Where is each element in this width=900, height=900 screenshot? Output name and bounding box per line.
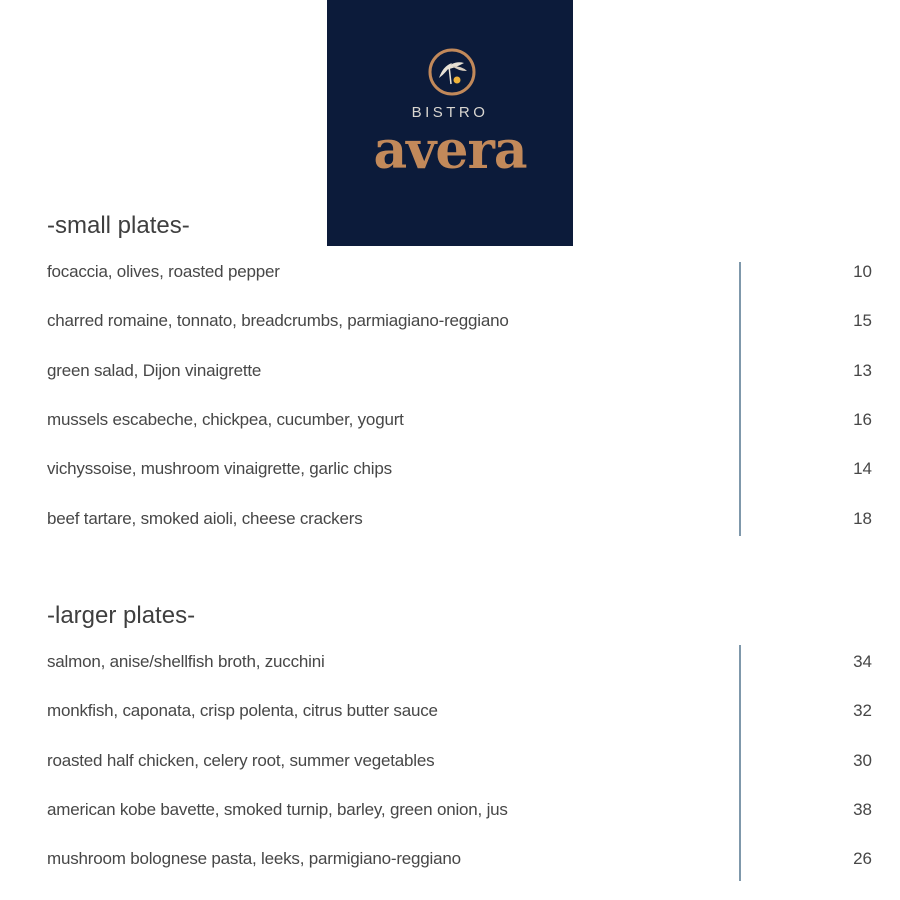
menu-item-price: 15: [853, 311, 872, 331]
menu-item-name: mushroom bolognese pasta, leeks, parmigiano-reggiano: [47, 849, 461, 869]
menu-item: [47, 750, 872, 774]
menu-item-name: charred romaine, tonnato, breadcrumbs, parmiagiano-reggiano: [47, 311, 509, 331]
menu-item: [47, 261, 872, 285]
menu-item-name: vichyssoise, mushroom vinaigrette, garlic chips: [47, 459, 392, 479]
menu-item-name: salmon, anise/shellfish broth, zucchini: [47, 652, 325, 671]
menu-item: [47, 310, 872, 334]
menu-item-price: 32: [853, 701, 872, 721]
menu-item-price: 16: [853, 409, 872, 429]
menu-item-price: 18: [853, 508, 872, 528]
menu-item-name: mussels escabeche, chickpea, cucumber, yogurt: [47, 409, 404, 429]
menu-item: [47, 360, 872, 384]
menu-item: [47, 651, 872, 675]
menu-item-name: american kobe bavette, smoked turnip, barley, green onion, jus: [47, 799, 508, 819]
bistro-avera-logo: [327, 0, 573, 246]
menu-item-price: 38: [853, 799, 872, 819]
menu-item-name: monkfish, caponata, crisp polenta, citrus butter sauce: [47, 701, 438, 721]
menu-item: [47, 409, 872, 433]
divider-line: [739, 262, 741, 536]
menu-item-price: 14: [853, 459, 872, 479]
menu-item-price: 34: [853, 652, 872, 671]
menu-item: [47, 458, 872, 482]
menu-item-price: 26: [853, 849, 872, 869]
menu-item: [47, 799, 872, 823]
menu-item: [47, 848, 872, 872]
logo-name: avera: [373, 120, 527, 181]
menu-item: [47, 700, 872, 724]
menu-item-price: 10: [853, 262, 872, 281]
menu-item-name: roasted half chicken, celery root, summer vegetables: [47, 750, 435, 770]
menu-item-name: green salad, Dijon vinaigrette: [47, 360, 262, 380]
menu-item-price: 30: [853, 750, 872, 770]
section-title-small-plates: -small plates-: [47, 212, 190, 239]
logo-subtitle: BISTRO: [411, 104, 489, 121]
menu-item-name: focaccia, olives, roasted pepper: [47, 262, 280, 281]
menu-item-price: 13: [853, 360, 872, 380]
menu-item: [47, 508, 872, 532]
section-title-larger-plates: -larger plates-: [47, 602, 196, 629]
menu-item-name: beef tartare, smoked aioli, cheese crackers: [47, 508, 363, 528]
